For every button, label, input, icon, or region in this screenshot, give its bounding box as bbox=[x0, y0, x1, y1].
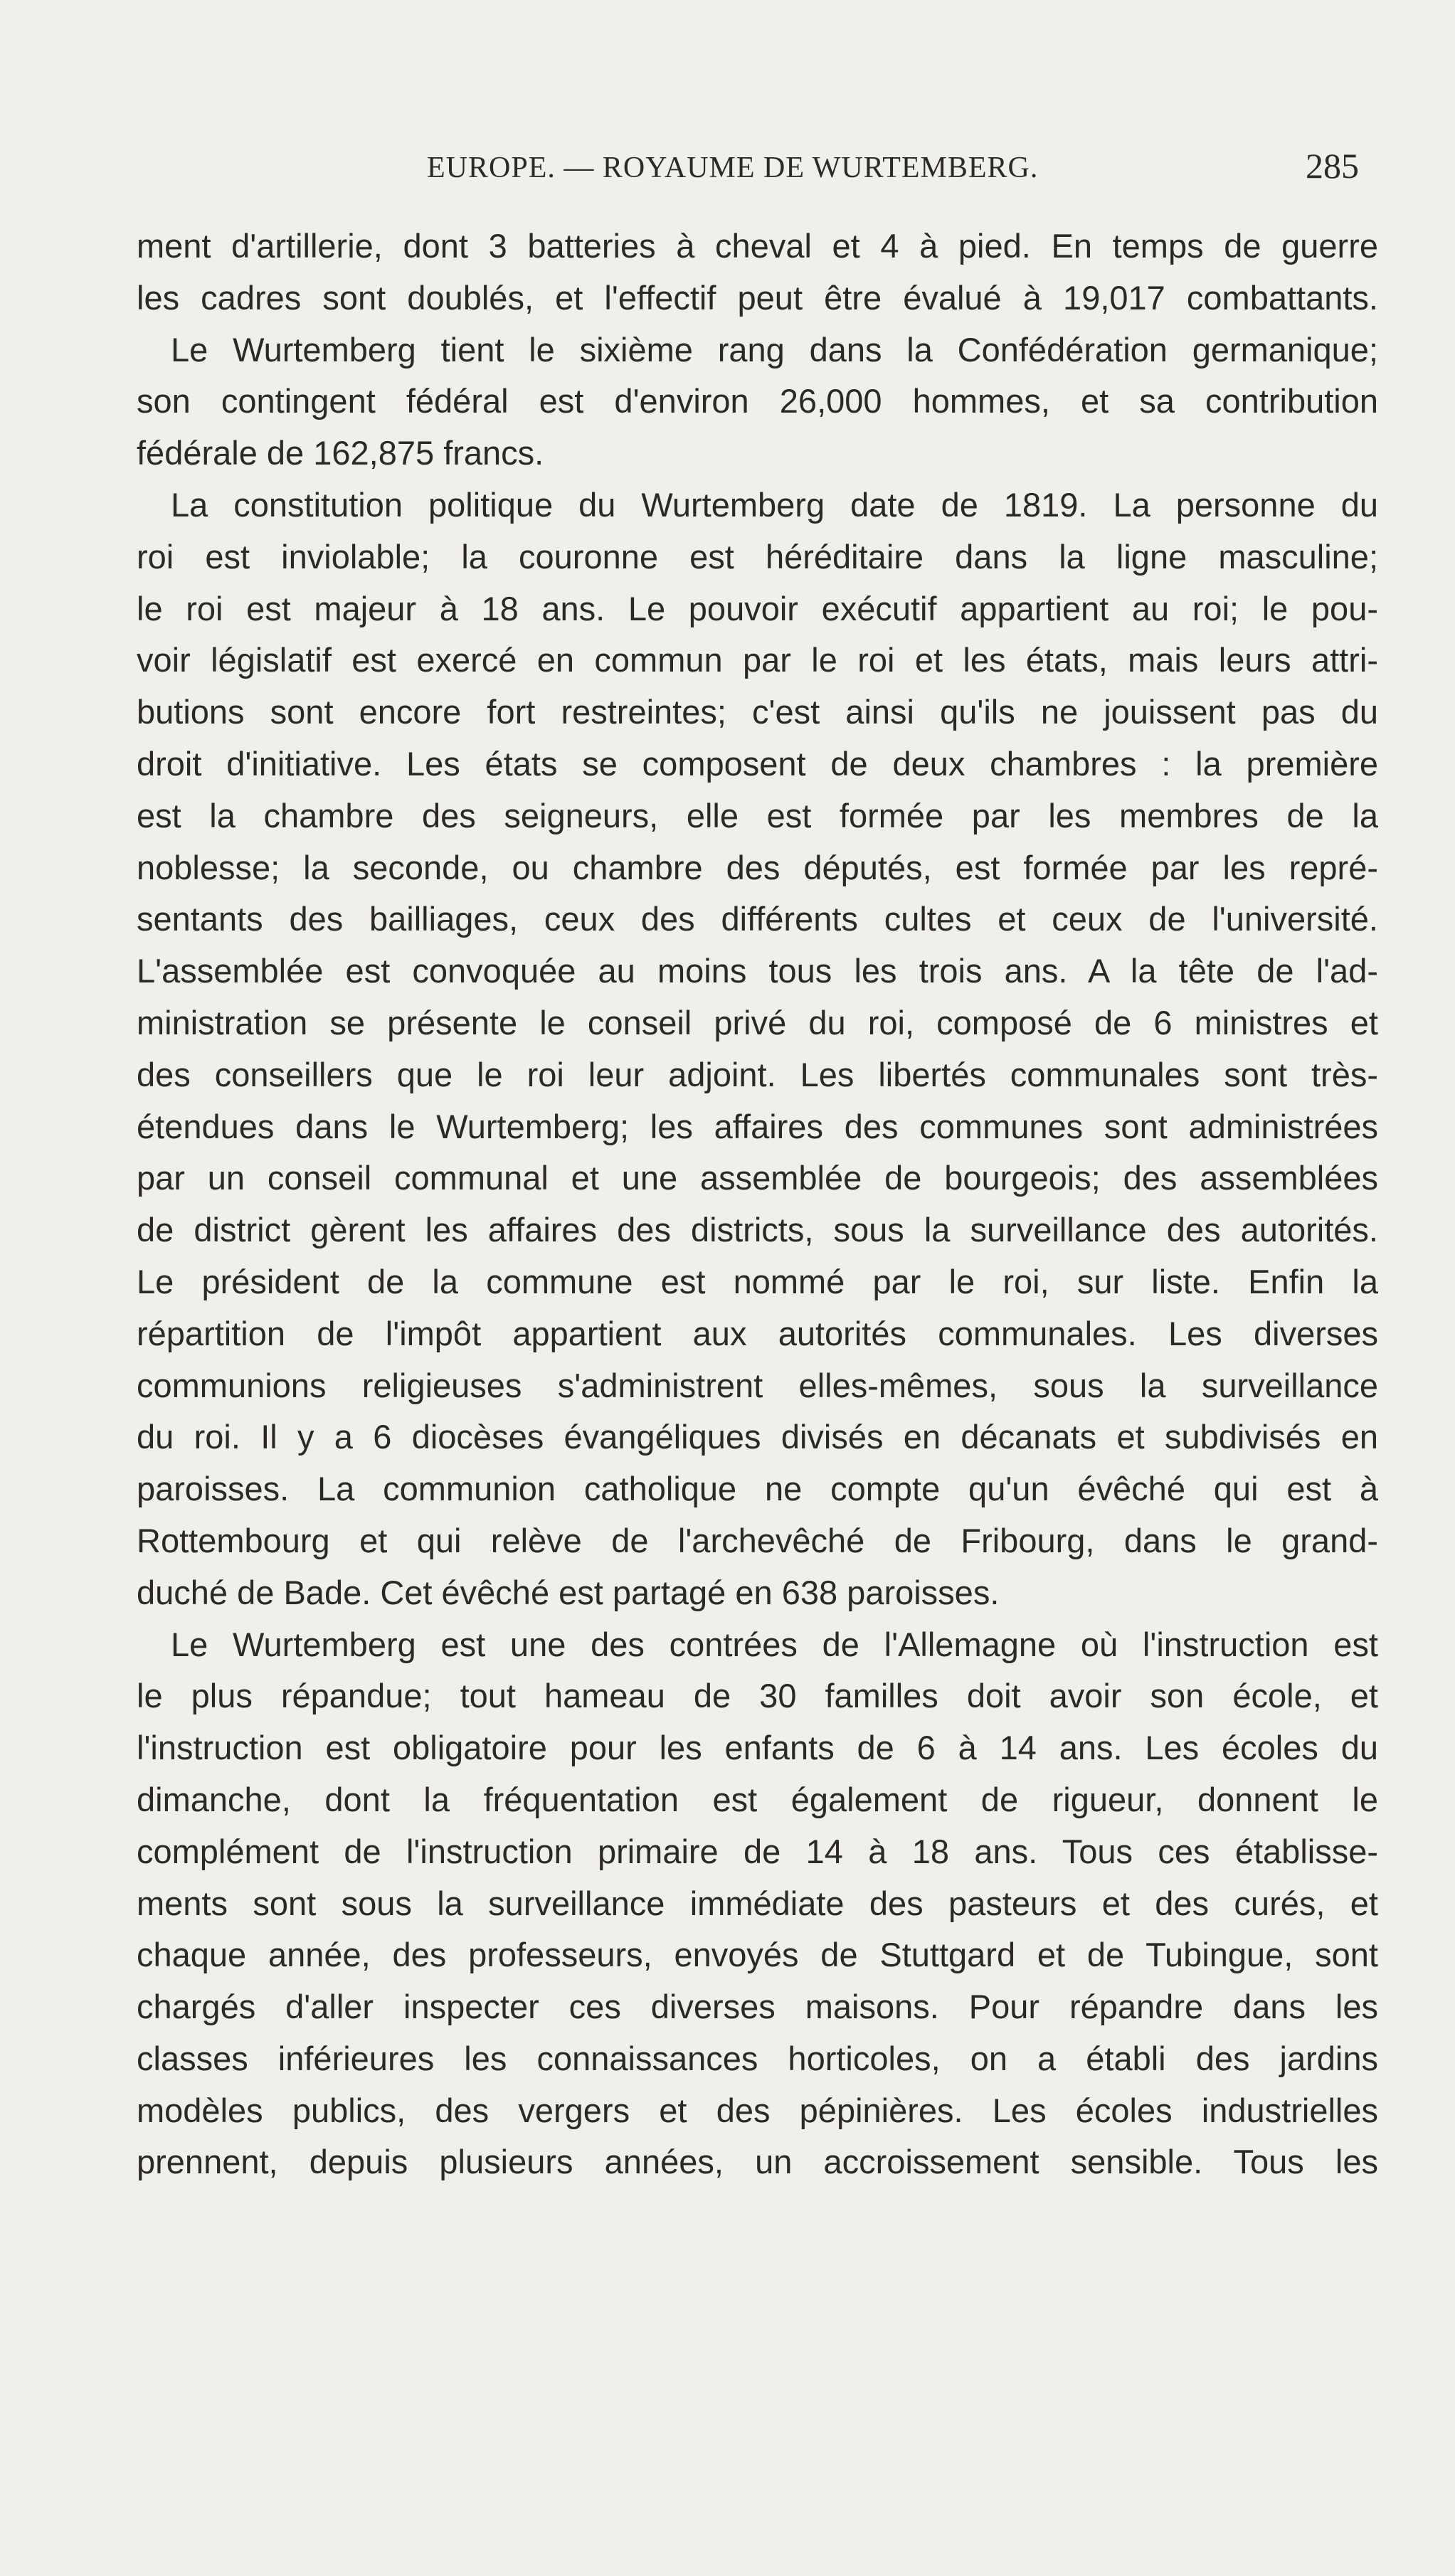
text-line: Le président de la commune est nommé par le roi, sur liste. Enfin la bbox=[137, 1262, 1378, 1300]
text-line: ment d'artillerie, dont 3 batteries à cheval et 4 à pied. En temps de guerre bbox=[137, 227, 1378, 265]
text-line: complément de l'instruction primaire de 14 à 18 ans. Tous ces établisse- bbox=[137, 1832, 1378, 1870]
text-line: répartition de l'impôt appartient aux autorités communales. Les diverses bbox=[137, 1314, 1378, 1352]
text-line: fédérale de 162,875 francs. bbox=[137, 434, 544, 472]
page-number: 285 bbox=[1306, 146, 1359, 186]
text-line: voir législatif est exercé en commun par le roi et les états, mais leurs attri- bbox=[137, 641, 1378, 679]
text-line: des conseillers que le roi leur adjoint. Les libertés communales sont très- bbox=[137, 1055, 1378, 1093]
text-line: classes inférieures les connaissances horticoles, on a établi des jardins bbox=[137, 2039, 1378, 2077]
text-line: prennent, depuis plusieurs années, un accroissement sensible. Tous les bbox=[137, 2143, 1378, 2181]
text-line: dimanche, dont la fréquentation est également de rigueur, donnent le bbox=[137, 1780, 1378, 1818]
text-line: ministration se présente le conseil privé du roi, composé de 6 ministres et bbox=[137, 1003, 1378, 1041]
text-line: du roi. Il y a 6 diocèses évangéliques divisés en décanats et subdivisés en bbox=[137, 1418, 1378, 1456]
text-line: chargés d'aller inspecter ces diverses maisons. Pour répandre dans les bbox=[137, 1988, 1378, 2026]
text-line: est la chambre des seigneurs, elle est formée par les membres de la bbox=[137, 796, 1378, 834]
page-header bbox=[427, 146, 1359, 201]
text-line: son contingent fédéral est d'environ 26,000 hommes, et sa contribution bbox=[137, 382, 1378, 420]
text-line: roi est inviolable; la couronne est héréditaire dans la ligne masculine; bbox=[137, 537, 1378, 576]
text-line: duché de Bade. Cet évêché est partagé en 638 paroisses. bbox=[137, 1573, 1000, 1611]
body-text bbox=[137, 221, 1378, 2188]
text-line: de district gèrent les affaires des districts, sous la surveillance des autorités. bbox=[137, 1211, 1378, 1249]
text-line: droit d'initiative. Les états se composent de deux chambres : la première bbox=[137, 744, 1378, 783]
text-line: chaque année, des professeurs, envoyés de Stuttgard et de Tubingue, sont bbox=[137, 1936, 1378, 1974]
text-line: modèles publics, des vergers et des pépinières. Les écoles industrielles bbox=[137, 2091, 1378, 2129]
text-line: le plus répandue; tout hameau de 30 familles doit avoir son école, et bbox=[137, 1677, 1378, 1715]
text-line: par un conseil communal et une assemblée de bourgeois; des assemblées bbox=[137, 1159, 1378, 1197]
text-line: paroisses. La communion catholique ne compte qu'un évêché qui est à bbox=[137, 1470, 1378, 1508]
text-line: L'assemblée est convoquée au moins tous les trois ans. A la tête de l'ad- bbox=[137, 952, 1378, 990]
text-line: les cadres sont doublés, et l'effectif peut être évalué à 19,017 combattants. bbox=[137, 278, 1378, 317]
text-line: communions religieuses s'administrent elles-mêmes, sous la surveillance bbox=[137, 1366, 1378, 1404]
text-line: étendues dans le Wurtemberg; les affaires des communes sont administrées bbox=[137, 1107, 1378, 1145]
text-line: ments sont sous la surveillance immédiate des pasteurs et des curés, et bbox=[137, 1884, 1378, 1922]
text-line: La constitution politique du Wurtemberg date de 1819. La personne du bbox=[171, 485, 1378, 524]
text-line: le roi est majeur à 18 ans. Le pouvoir exécutif appartient au roi; le pou- bbox=[137, 589, 1378, 627]
text-line: Le Wurtemberg tient le sixième rang dans la Confédération germanique; bbox=[171, 330, 1378, 369]
text-line: l'instruction est obligatoire pour les enfants de 6 à 14 ans. Les écoles du bbox=[137, 1729, 1378, 1767]
text-line: sentants des bailliages, ceux des différents cultes et ceux de l'université. bbox=[137, 900, 1378, 938]
text-line: noblesse; la seconde, ou chambre des députés, est formée par les repré- bbox=[137, 848, 1378, 886]
running-head: EUROPE. — ROYAUME DE WURTEMBERG. bbox=[427, 152, 1039, 184]
text-line: Rottembourg et qui relève de l'archevêché de Fribourg, dans le grand- bbox=[137, 1521, 1378, 1559]
text-line: Le Wurtemberg est une des contrées de l'Allemagne où l'instruction est bbox=[171, 1625, 1378, 1663]
text-line: butions sont encore fort restreintes; c'est ainsi qu'ils ne jouissent pas du bbox=[137, 693, 1378, 731]
